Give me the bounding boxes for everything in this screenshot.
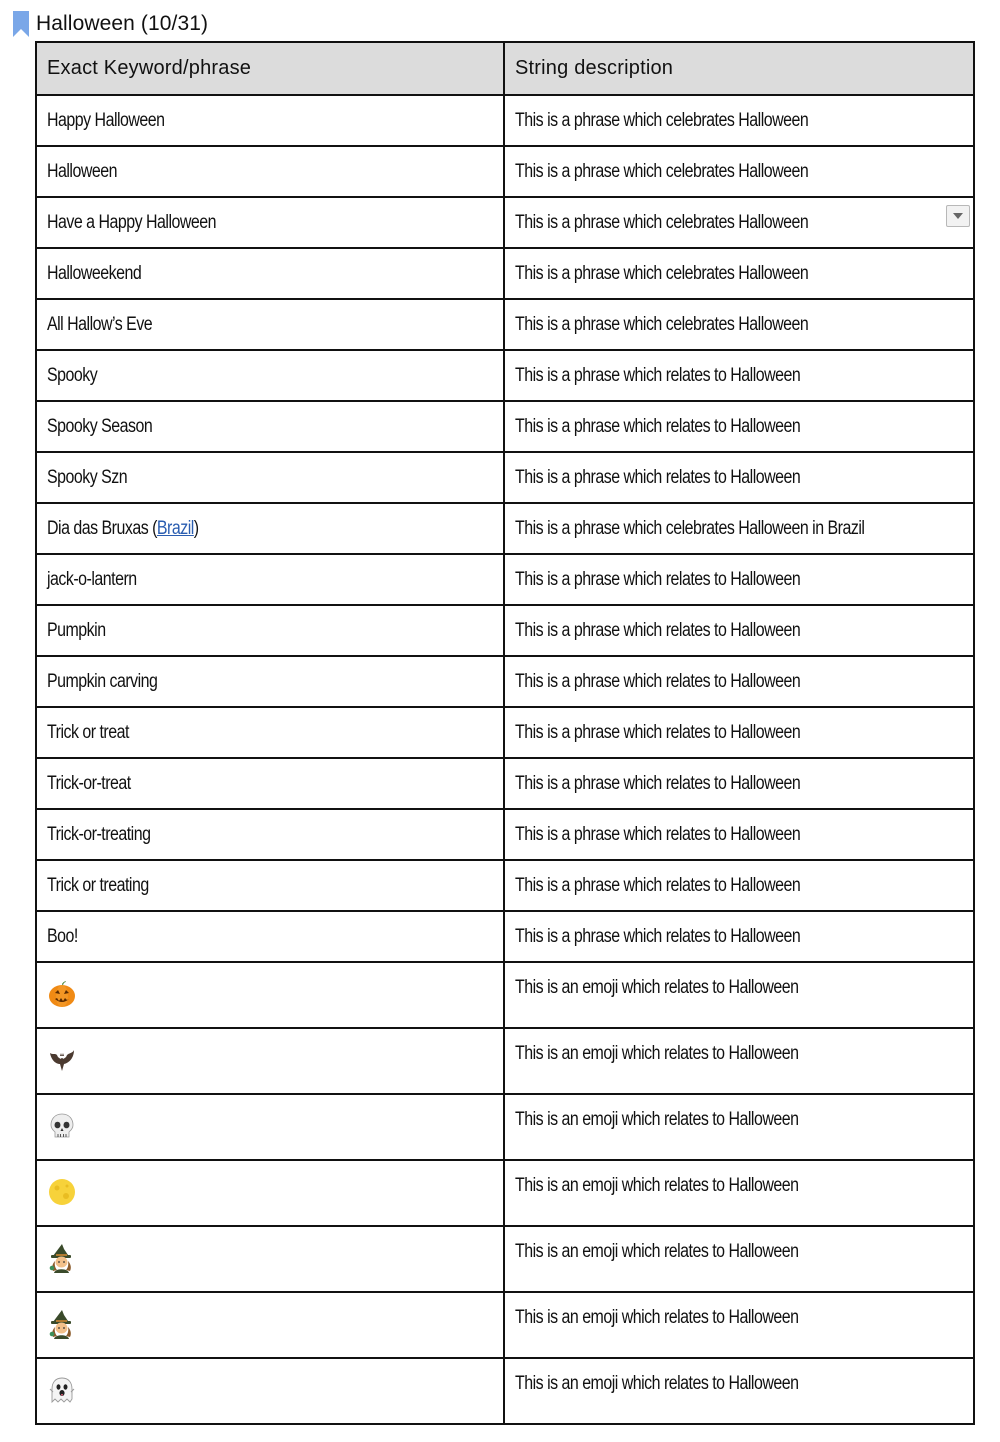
description-cell[interactable] xyxy=(504,248,974,299)
keyword-text: Pumpkin carving xyxy=(47,670,158,692)
full-moon-emoji xyxy=(47,1177,493,1207)
table-row xyxy=(36,452,974,503)
description-text: This is a phrase which relates to Halloween xyxy=(515,466,801,488)
keyword-text: Trick-or-treat xyxy=(47,772,131,794)
keyword-cell[interactable] xyxy=(36,452,504,503)
description-text: This is a phrase which relates to Halloween xyxy=(515,568,801,590)
keyword-text: jack-o-lantern xyxy=(47,568,137,590)
description-cell[interactable] xyxy=(504,707,974,758)
description-cell[interactable] xyxy=(504,95,974,146)
description-cell[interactable] xyxy=(504,758,974,809)
jack-o-lantern-emoji xyxy=(47,979,493,1009)
bookmark-icon[interactable] xyxy=(12,11,30,37)
table-row xyxy=(36,1358,974,1424)
description-text: This is a phrase which relates to Halloween xyxy=(515,415,801,437)
description-cell[interactable] xyxy=(504,1292,974,1358)
table-row xyxy=(36,860,974,911)
description-cell[interactable] xyxy=(504,146,974,197)
keyword-cell[interactable] xyxy=(36,350,504,401)
ghost-emoji xyxy=(47,1375,493,1405)
keyword-text: Spooky xyxy=(47,364,98,386)
table-row xyxy=(36,248,974,299)
keyword-text: Have a Happy Halloween xyxy=(47,211,217,233)
description-cell[interactable] xyxy=(504,656,974,707)
section-heading xyxy=(12,10,208,38)
table-row xyxy=(36,707,974,758)
description-cell[interactable] xyxy=(504,605,974,656)
keyword-cell[interactable] xyxy=(36,95,504,146)
chevron-down-icon xyxy=(952,212,964,220)
keyword-text: Spooky Season xyxy=(47,415,153,437)
keyword-cell[interactable] xyxy=(36,809,504,860)
description-cell[interactable] xyxy=(504,554,974,605)
keyword-cell[interactable] xyxy=(36,605,504,656)
keyword-cell[interactable] xyxy=(36,1358,504,1424)
description-text: This is a phrase which celebrates Halloween xyxy=(515,262,809,284)
table-row xyxy=(36,503,974,554)
description-text: This is an emoji which relates to Halloween xyxy=(515,1307,799,1328)
description-text: This is a phrase which relates to Halloween xyxy=(515,670,801,692)
keyword-cell[interactable] xyxy=(36,503,504,554)
keyword-cell[interactable] xyxy=(36,1226,504,1292)
keyword-text: Spooky Szn xyxy=(47,466,128,488)
keyword-text: All Hallow’s Eve xyxy=(47,313,153,335)
table-row xyxy=(36,911,974,962)
brazil-link[interactable]: Brazil xyxy=(156,517,194,539)
description-text: This is an emoji which relates to Halloween xyxy=(515,1175,799,1196)
description-text: This is a phrase which celebrates Halloween xyxy=(515,211,809,233)
keyword-text: Halloweekend xyxy=(47,262,142,284)
keyword-cell[interactable] xyxy=(36,554,504,605)
keyword-cell[interactable] xyxy=(36,860,504,911)
description-cell[interactable] xyxy=(504,1226,974,1292)
keyword-text-suffix: ) xyxy=(193,517,199,539)
keyword-cell[interactable] xyxy=(36,656,504,707)
keyword-text: Pumpkin xyxy=(47,619,106,641)
description-cell[interactable] xyxy=(504,911,974,962)
keyword-text: Trick or treat xyxy=(47,721,129,743)
description-text: This is a phrase which relates to Halloween xyxy=(515,364,801,386)
description-text: This is an emoji which relates to Halloween xyxy=(515,977,799,998)
keyword-cell[interactable] xyxy=(36,1292,504,1358)
description-cell[interactable] xyxy=(504,1028,974,1094)
description-cell[interactable] xyxy=(504,809,974,860)
description-text: This is a phrase which relates to Halloween xyxy=(515,772,801,794)
table-row xyxy=(36,656,974,707)
keyword-cell[interactable] xyxy=(36,707,504,758)
table-row xyxy=(36,146,974,197)
column-header-keyword: Exact Keyword/phrase xyxy=(36,42,504,95)
table-row xyxy=(36,554,974,605)
table-row xyxy=(36,95,974,146)
description-text: This is a phrase which celebrates Halloween xyxy=(515,313,809,335)
description-cell[interactable] xyxy=(504,860,974,911)
description-cell[interactable] xyxy=(504,1160,974,1226)
description-cell[interactable] xyxy=(504,299,974,350)
description-text: This is a phrase which relates to Halloween xyxy=(515,874,801,896)
table-row xyxy=(36,1028,974,1094)
table-row xyxy=(36,1226,974,1292)
keyword-text: Boo! xyxy=(47,925,78,947)
keyword-text: Happy Halloween xyxy=(47,109,165,131)
table-row xyxy=(36,1292,974,1358)
table-row xyxy=(36,197,974,248)
keyword-cell[interactable] xyxy=(36,1160,504,1226)
keyword-text: Halloween xyxy=(47,160,117,182)
description-cell[interactable] xyxy=(504,962,974,1028)
keyword-cell[interactable] xyxy=(36,758,504,809)
description-text: This is a phrase which relates to Halloween xyxy=(515,721,801,743)
description-cell[interactable] xyxy=(504,452,974,503)
keyword-text: Trick-or-treating xyxy=(47,823,151,845)
table-row xyxy=(36,809,974,860)
table-row xyxy=(36,1094,974,1160)
description-cell[interactable] xyxy=(504,197,974,248)
description-text: This is a phrase which relates to Halloween xyxy=(515,823,801,845)
description-text: This is a phrase which relates to Halloween xyxy=(515,619,801,641)
keyword-text: Dia das Bruxas ( xyxy=(47,517,157,539)
table-row xyxy=(36,962,974,1028)
description-text: This is a phrase which relates to Halloween xyxy=(515,925,801,947)
keyword-table xyxy=(35,41,975,1425)
witch-emoji xyxy=(47,1309,493,1339)
table-row xyxy=(36,605,974,656)
column-header-description: String description xyxy=(504,42,974,95)
keyword-cell[interactable] xyxy=(36,299,504,350)
table-header-row xyxy=(36,42,974,95)
table-row xyxy=(36,299,974,350)
description-text: This is a phrase which celebrates Halloween xyxy=(515,160,809,182)
description-text: This is an emoji which relates to Halloween xyxy=(515,1109,799,1130)
description-text: This is an emoji which relates to Halloween xyxy=(515,1373,799,1394)
keyword-cell[interactable] xyxy=(36,1094,504,1160)
keyword-text: Trick or treating xyxy=(47,874,149,896)
description-text: This is a phrase which celebrates Halloween xyxy=(515,109,809,131)
description-cell[interactable] xyxy=(504,350,974,401)
bat-emoji xyxy=(47,1045,493,1075)
description-text: This is a phrase which celebrates Halloween in Brazil xyxy=(515,517,865,539)
description-cell[interactable] xyxy=(504,401,974,452)
description-cell[interactable] xyxy=(504,503,974,554)
description-text: This is an emoji which relates to Halloween xyxy=(515,1241,799,1262)
skull-emoji xyxy=(47,1111,493,1141)
keyword-cell[interactable] xyxy=(36,962,504,1028)
description-cell[interactable] xyxy=(504,1094,974,1160)
table-row xyxy=(36,401,974,452)
keyword-cell[interactable] xyxy=(36,197,504,248)
table-row xyxy=(36,758,974,809)
witch-emoji xyxy=(47,1243,493,1273)
table-row xyxy=(36,1160,974,1226)
cell-dropdown-button[interactable] xyxy=(946,205,970,227)
keyword-cell[interactable] xyxy=(36,248,504,299)
keyword-cell[interactable] xyxy=(36,401,504,452)
description-cell[interactable] xyxy=(504,1358,974,1424)
description-text: This is an emoji which relates to Halloween xyxy=(515,1043,799,1064)
section-title: Halloween (10/31) xyxy=(36,12,209,35)
keyword-cell[interactable] xyxy=(36,1028,504,1094)
keyword-cell[interactable] xyxy=(36,146,504,197)
table-row xyxy=(36,350,974,401)
keyword-cell[interactable] xyxy=(36,911,504,962)
